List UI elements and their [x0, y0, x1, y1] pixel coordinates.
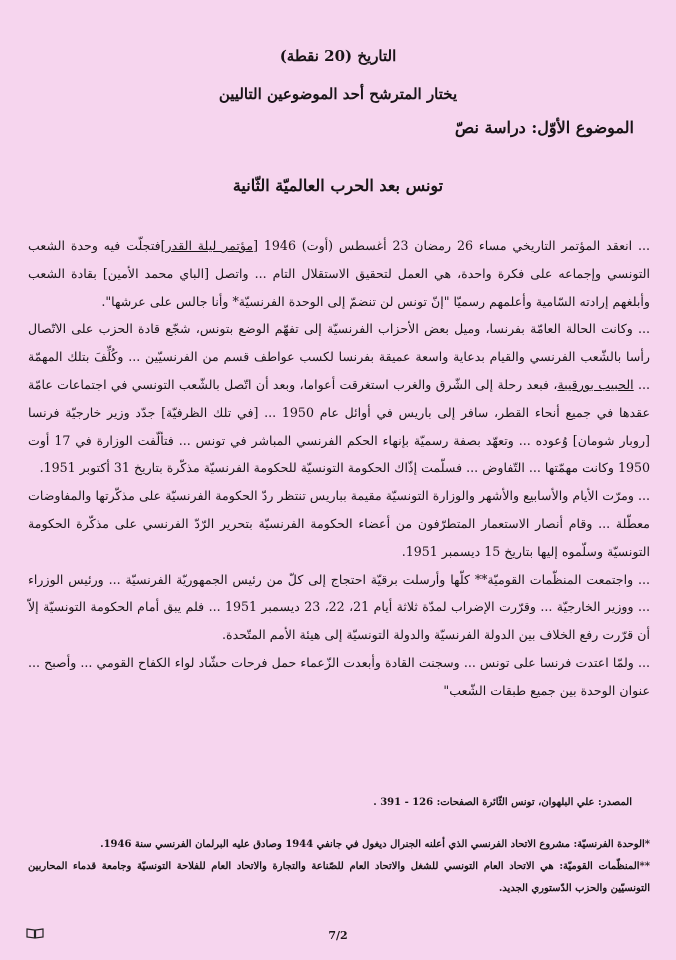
text-body [28, 232, 650, 705]
topic-label: الموضوع الأوّل: دراسة نصّ [454, 118, 634, 137]
paragraph-1-part-a: ... انعقد المؤتمر التاريخي مساء 26 رمضان 23 أغسطس (أوت) 1946 [ [253, 238, 651, 253]
underlined-person-name: الحبيب بورقيبة [557, 376, 634, 392]
instruction-heading: يختار المترشح أحد الموضوعين التاليين [218, 85, 458, 103]
paragraph-2 [28, 315, 650, 482]
subject-heading: التاريخ (20 نقطة) [279, 47, 397, 65]
paragraph-4: ... واجتمعت المنظّمات القوميّة** كلّها وأرسلت برقيّة احتجاج إلى كلّ من رئيس الجمهوريّة الفرنسيّة ... ورئيس الوزراء ... ووزير الخارجيّة ... وقرّرت الإضراب لمدّة ثلاثة أيام 21، 22، 23 ديسمبر 1951 ... فلم يبق أمام الحكومة التونسيّة إلاّ أن قرّرت رفع الخلاف بين الدولة الفرنسيّة والدولة التونسيّة إلى هيئة الأمم المتّحدة. [28, 571, 650, 643]
paragraph-1-part-b: ]فتجلّت فيه وحدة الشعب التونسي وإجماعه على فكرة واحدة، هي العمل لتحقيق الاستقلال التام ... واتصل [الباي محمد الأمين] بقادة الشعب وأبلغهم إرادته السّامية وأعلمهم رسميّا "إنّ تونس لن تنضمّ إلى الوحدة الفرنسيّة* وأنا جالس على عرشها". [28, 238, 650, 309]
text-title: تونس بعد الحرب العالميّة الثّانية [232, 176, 444, 195]
underlined-congress-name: مؤتمر ليلة القدر [165, 238, 254, 253]
source-citation: المصدر: علي البلهوان، تونس الثّائرة الصفحات: 126 - 391 . [373, 797, 632, 808]
paragraph-1 [28, 232, 650, 315]
footnote-1: *الوحدة الفرنسيّة: مشروع الاتحاد الفرنسي الذي أعلنه الجنرال ديغول في جانفي 1944 وصادق عليه البرلمان الفرنسي سنة 1946. [100, 839, 650, 850]
footnote-2: **المنظّمات القوميّة: هي الاتحاد العام التونسي للشغل والاتحاد العام للصّناعة والتجارة والاتحاد العام للفلاحة التونسيّة وجامعة قدماء المحاربين التونسيّين والحزب الدّستوري الجديد. [28, 861, 650, 894]
paragraph-2-part-a: ... وكانت الحالة العامّة بفرنسا، وميل بعض الأحزاب الفرنسيّة إلى تفهّم الوضع بتونس، شجّع قادة الحزب على الاتّصال رأسا بالشّعب الفرنسي والقيام بدعاية واسعة عميقة بفرنسا لكسب عواطف قسم من الفرنسيّين ... وكُلِّفَ بتلك المهمّة ... [28, 321, 650, 392]
paragraph-5: ... ولمّا اعتدت فرنسا على تونس ... وسجنت القادة وأبعدت الزّعماء حمل فرحات حشّاد لواء الكفاح القومي ... وأصبح ... عنوان الوحدة بين جميع طبقات الشّعب" [28, 654, 650, 698]
book-icon [26, 927, 44, 939]
footnotes [28, 834, 650, 900]
paragraph-2-part-b: ، فبعد رحلة إلى الشّرق والغرب استغرقت أعواما، وبعد أن اتّصل بالشّعب التونسي في اجتماعات عامّة عقدها في جميع أنحاء القطر، سافر إلى باريس في أوائل عام 1950 ... [في تلك الظرفيّة] جدّد وزير خارجيّة فرنسا [روبار شومان] وُعوده ... وتعهّد بصفة رسميّة بإنهاء الحكم الفرنسي المباشر في تونس ... فتألّفت الوزارة في 17 أوت 1950 وكانت مهمّتها ... التّفاوض ... فسلّمت إذّاك الحكومة التونسيّة للحكومة الفرنسيّة مذكّرة بتاريخ 31 أكتوبر 1951. [28, 376, 650, 476]
paragraph-3: ... ومرّت الأيام والأسابيع والأشهر والوزارة التونسيّة مقيمة بباريس تنتظر ردّ الحكومة الفرنسيّة على مذكّرتها والمفاوضات معطّلة ... وقام أنصار الاستعمار المتطرّفون من أعضاء الحكومة الفرنسيّة بتحرير الرّدّ الفرنسي على مذكّرة الحكومة التونسيّة وسلّموه إليها بتاريخ 15 ديسمبر 1951. [28, 488, 650, 559]
page-number: 7/2 [328, 929, 348, 942]
